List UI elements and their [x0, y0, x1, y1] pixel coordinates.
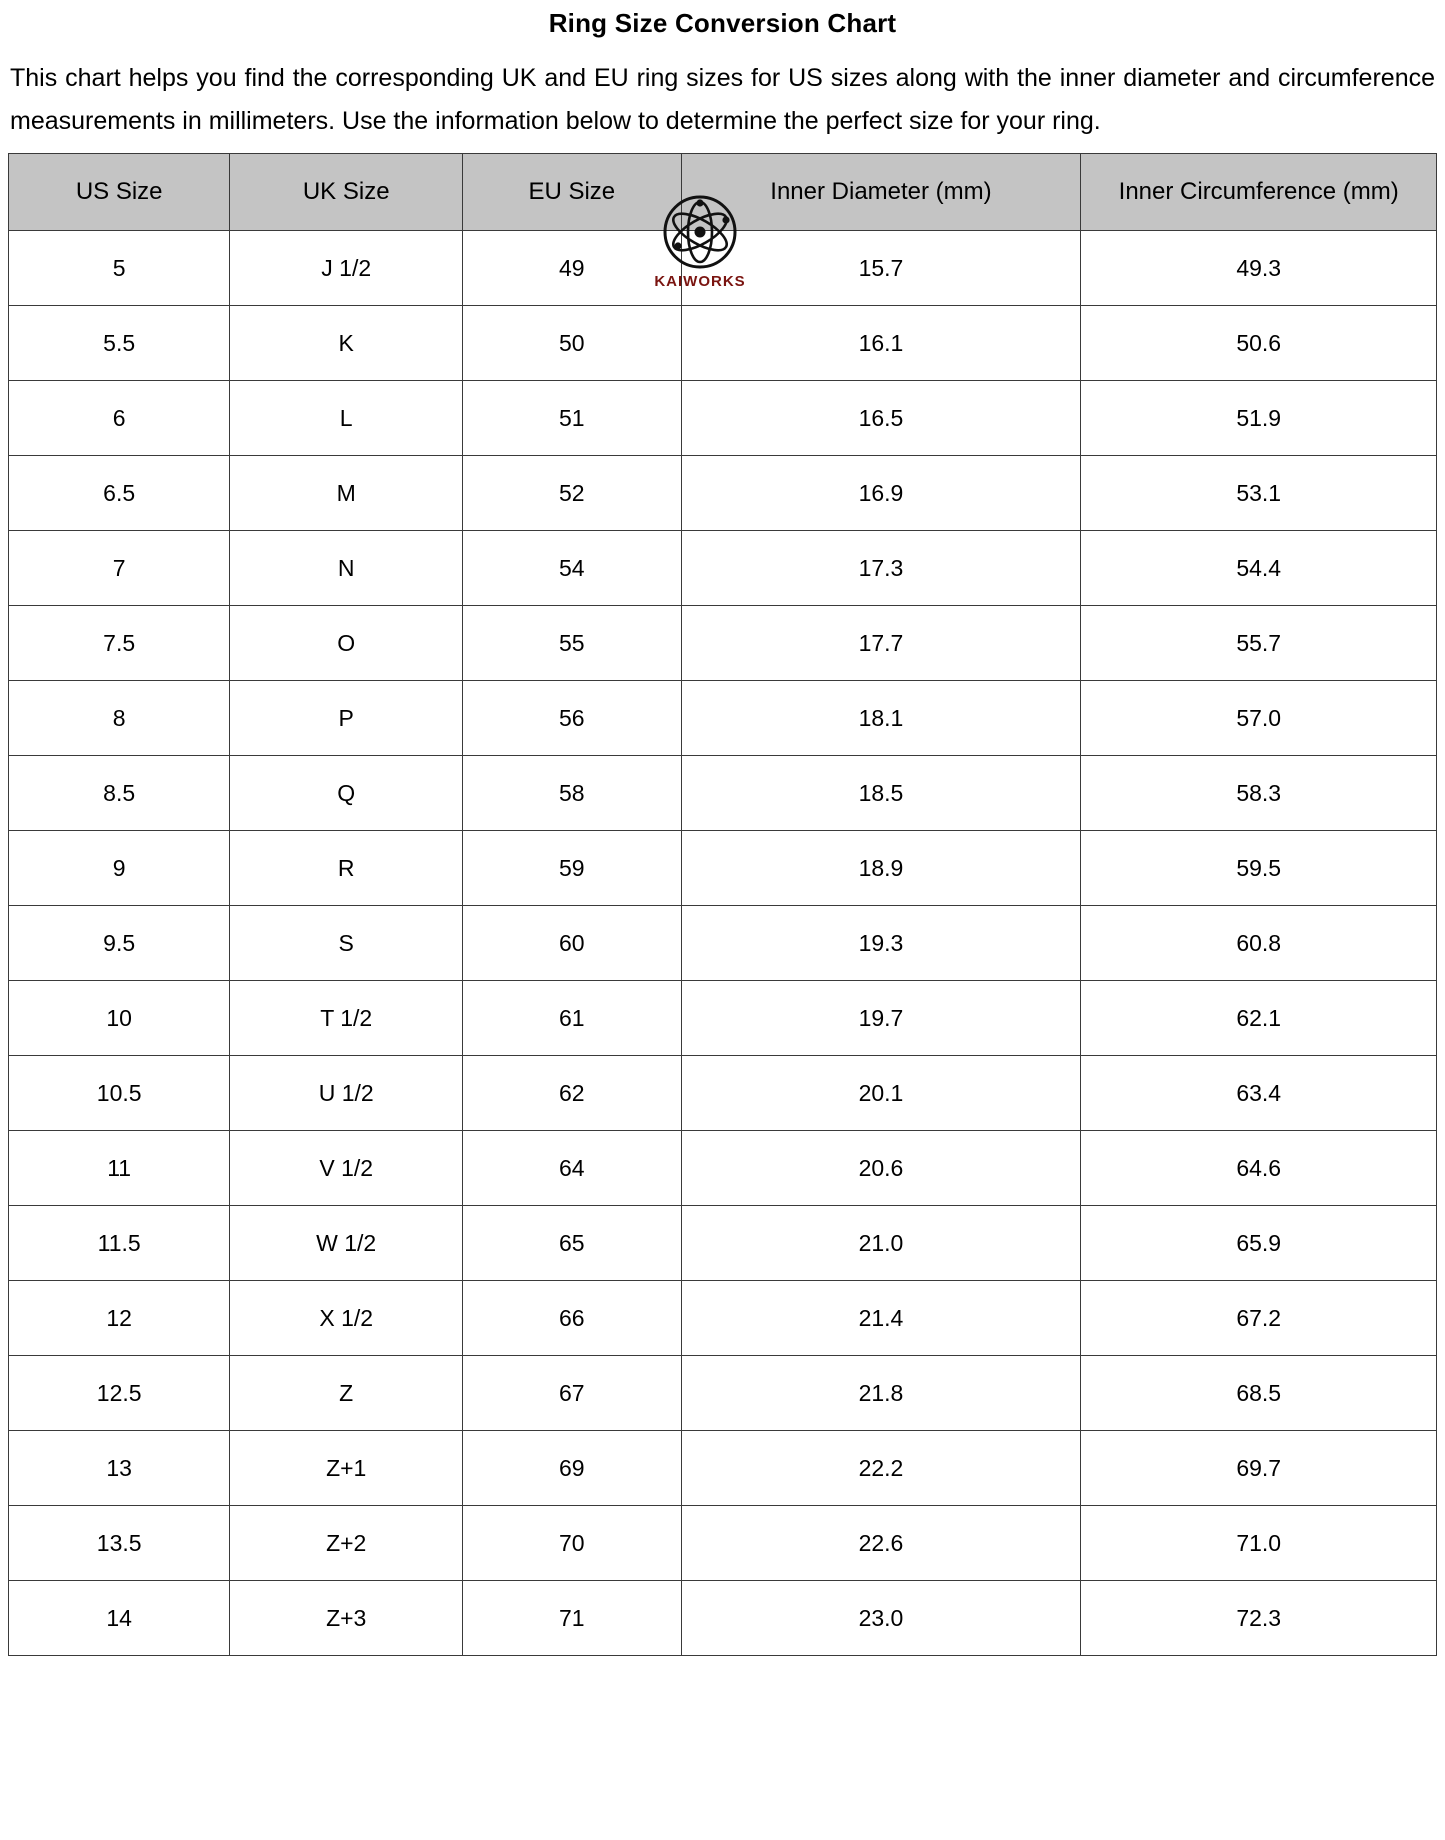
cell-inner-circumference: 57.0 [1081, 681, 1437, 756]
cell-us-size: 14 [9, 1581, 230, 1656]
cell-eu-size: 49 [463, 231, 681, 306]
cell-inner-diameter: 18.5 [681, 756, 1081, 831]
table-row [9, 681, 1437, 756]
cell-eu-size: 64 [463, 1131, 681, 1206]
table-row [9, 306, 1437, 381]
cell-inner-diameter: 19.3 [681, 906, 1081, 981]
cell-us-size: 11.5 [9, 1206, 230, 1281]
cell-uk-size: Z+1 [230, 1431, 463, 1506]
cell-inner-circumference: 62.1 [1081, 981, 1437, 1056]
column-header-inner-circumference: Inner Circumference (mm) [1081, 154, 1437, 231]
cell-us-size: 6.5 [9, 456, 230, 531]
cell-uk-size: N [230, 531, 463, 606]
table-row [9, 981, 1437, 1056]
cell-inner-diameter: 17.7 [681, 606, 1081, 681]
cell-uk-size: Z+3 [230, 1581, 463, 1656]
cell-uk-size: W 1/2 [230, 1206, 463, 1281]
cell-eu-size: 69 [463, 1431, 681, 1506]
cell-inner-circumference: 60.8 [1081, 906, 1437, 981]
cell-inner-diameter: 20.1 [681, 1056, 1081, 1131]
atom-icon [658, 194, 742, 272]
cell-inner-circumference: 59.5 [1081, 831, 1437, 906]
cell-inner-diameter: 22.6 [681, 1506, 1081, 1581]
cell-eu-size: 50 [463, 306, 681, 381]
cell-eu-size: 60 [463, 906, 681, 981]
cell-uk-size: R [230, 831, 463, 906]
cell-uk-size: O [230, 606, 463, 681]
cell-us-size: 7 [9, 531, 230, 606]
cell-inner-diameter: 21.4 [681, 1281, 1081, 1356]
ring-size-table [8, 153, 1437, 1656]
cell-eu-size: 71 [463, 1581, 681, 1656]
cell-inner-circumference: 50.6 [1081, 306, 1437, 381]
cell-us-size: 8.5 [9, 756, 230, 831]
table-row [9, 1206, 1437, 1281]
cell-uk-size: P [230, 681, 463, 756]
cell-inner-circumference: 68.5 [1081, 1356, 1437, 1431]
cell-inner-diameter: 16.5 [681, 381, 1081, 456]
table-row [9, 1581, 1437, 1656]
table-row [9, 1506, 1437, 1581]
cell-us-size: 9 [9, 831, 230, 906]
cell-us-size: 13.5 [9, 1506, 230, 1581]
column-header-eu-size: EU Size [463, 154, 681, 231]
cell-uk-size: X 1/2 [230, 1281, 463, 1356]
table-row [9, 1056, 1437, 1131]
cell-eu-size: 54 [463, 531, 681, 606]
cell-uk-size: S [230, 906, 463, 981]
cell-us-size: 11 [9, 1131, 230, 1206]
cell-uk-size: V 1/2 [230, 1131, 463, 1206]
table-row [9, 381, 1437, 456]
cell-eu-size: 52 [463, 456, 681, 531]
table-row [9, 1431, 1437, 1506]
brand-name: KAIWORKS [654, 273, 746, 290]
cell-us-size: 5.5 [9, 306, 230, 381]
cell-eu-size: 67 [463, 1356, 681, 1431]
cell-eu-size: 62 [463, 1056, 681, 1131]
table-row [9, 456, 1437, 531]
cell-us-size: 10.5 [9, 1056, 230, 1131]
cell-inner-circumference: 55.7 [1081, 606, 1437, 681]
cell-inner-diameter: 18.1 [681, 681, 1081, 756]
table-row [9, 831, 1437, 906]
cell-uk-size: M [230, 456, 463, 531]
cell-us-size: 8 [9, 681, 230, 756]
cell-inner-diameter: 15.7 [681, 231, 1081, 306]
column-header-inner-diameter: Inner Diameter (mm) [681, 154, 1081, 231]
column-header-us-size: US Size [9, 154, 230, 231]
cell-uk-size: Q [230, 756, 463, 831]
cell-inner-diameter: 19.7 [681, 981, 1081, 1056]
cell-uk-size: U 1/2 [230, 1056, 463, 1131]
cell-eu-size: 66 [463, 1281, 681, 1356]
cell-inner-diameter: 17.3 [681, 531, 1081, 606]
cell-eu-size: 59 [463, 831, 681, 906]
cell-inner-diameter: 23.0 [681, 1581, 1081, 1656]
document-page [0, 8, 1445, 1656]
page-title: Ring Size Conversion Chart [548, 8, 897, 38]
table-row [9, 1281, 1437, 1356]
cell-inner-circumference: 71.0 [1081, 1506, 1437, 1581]
brand-logo [640, 194, 760, 290]
cell-us-size: 5 [9, 231, 230, 306]
cell-us-size: 12.5 [9, 1356, 230, 1431]
cell-us-size: 7.5 [9, 606, 230, 681]
table-row [9, 906, 1437, 981]
cell-uk-size: Z+2 [230, 1506, 463, 1581]
cell-inner-circumference: 58.3 [1081, 756, 1437, 831]
cell-eu-size: 58 [463, 756, 681, 831]
table-body [9, 231, 1437, 1656]
column-header-uk-size: UK Size [230, 154, 463, 231]
cell-uk-size: K [230, 306, 463, 381]
cell-inner-circumference: 69.7 [1081, 1431, 1437, 1506]
cell-inner-diameter: 22.2 [681, 1431, 1081, 1506]
cell-inner-circumference: 51.9 [1081, 381, 1437, 456]
cell-inner-diameter: 20.6 [681, 1131, 1081, 1206]
cell-eu-size: 70 [463, 1506, 681, 1581]
cell-eu-size: 51 [463, 381, 681, 456]
cell-inner-circumference: 49.3 [1081, 231, 1437, 306]
cell-uk-size: T 1/2 [230, 981, 463, 1056]
cell-inner-diameter: 16.1 [681, 306, 1081, 381]
cell-inner-circumference: 65.9 [1081, 1206, 1437, 1281]
cell-inner-circumference: 63.4 [1081, 1056, 1437, 1131]
cell-inner-circumference: 54.4 [1081, 531, 1437, 606]
cell-inner-circumference: 64.6 [1081, 1131, 1437, 1206]
cell-uk-size: J 1/2 [230, 231, 463, 306]
cell-eu-size: 55 [463, 606, 681, 681]
cell-eu-size: 65 [463, 1206, 681, 1281]
cell-inner-diameter: 21.0 [681, 1206, 1081, 1281]
cell-uk-size: L [230, 381, 463, 456]
cell-inner-diameter: 16.9 [681, 456, 1081, 531]
table-row [9, 1131, 1437, 1206]
cell-eu-size: 56 [463, 681, 681, 756]
cell-uk-size: Z [230, 1356, 463, 1431]
cell-us-size: 9.5 [9, 906, 230, 981]
table-row [9, 756, 1437, 831]
table-row [9, 606, 1437, 681]
cell-inner-circumference: 53.1 [1081, 456, 1437, 531]
intro-paragraph: This chart helps you find the corresponding UK and EU ring sizes for US sizes along with the inner diameter and circumference measurements in millimeters. Use the information below to determine the perfect size for your ring. [10, 64, 1435, 135]
cell-inner-diameter: 21.8 [681, 1356, 1081, 1431]
cell-inner-diameter: 18.9 [681, 831, 1081, 906]
cell-us-size: 12 [9, 1281, 230, 1356]
table-row [9, 1356, 1437, 1431]
cell-eu-size: 61 [463, 981, 681, 1056]
cell-us-size: 13 [9, 1431, 230, 1506]
cell-inner-circumference: 72.3 [1081, 1581, 1437, 1656]
table-row [9, 531, 1437, 606]
cell-us-size: 6 [9, 381, 230, 456]
cell-us-size: 10 [9, 981, 230, 1056]
cell-inner-circumference: 67.2 [1081, 1281, 1437, 1356]
